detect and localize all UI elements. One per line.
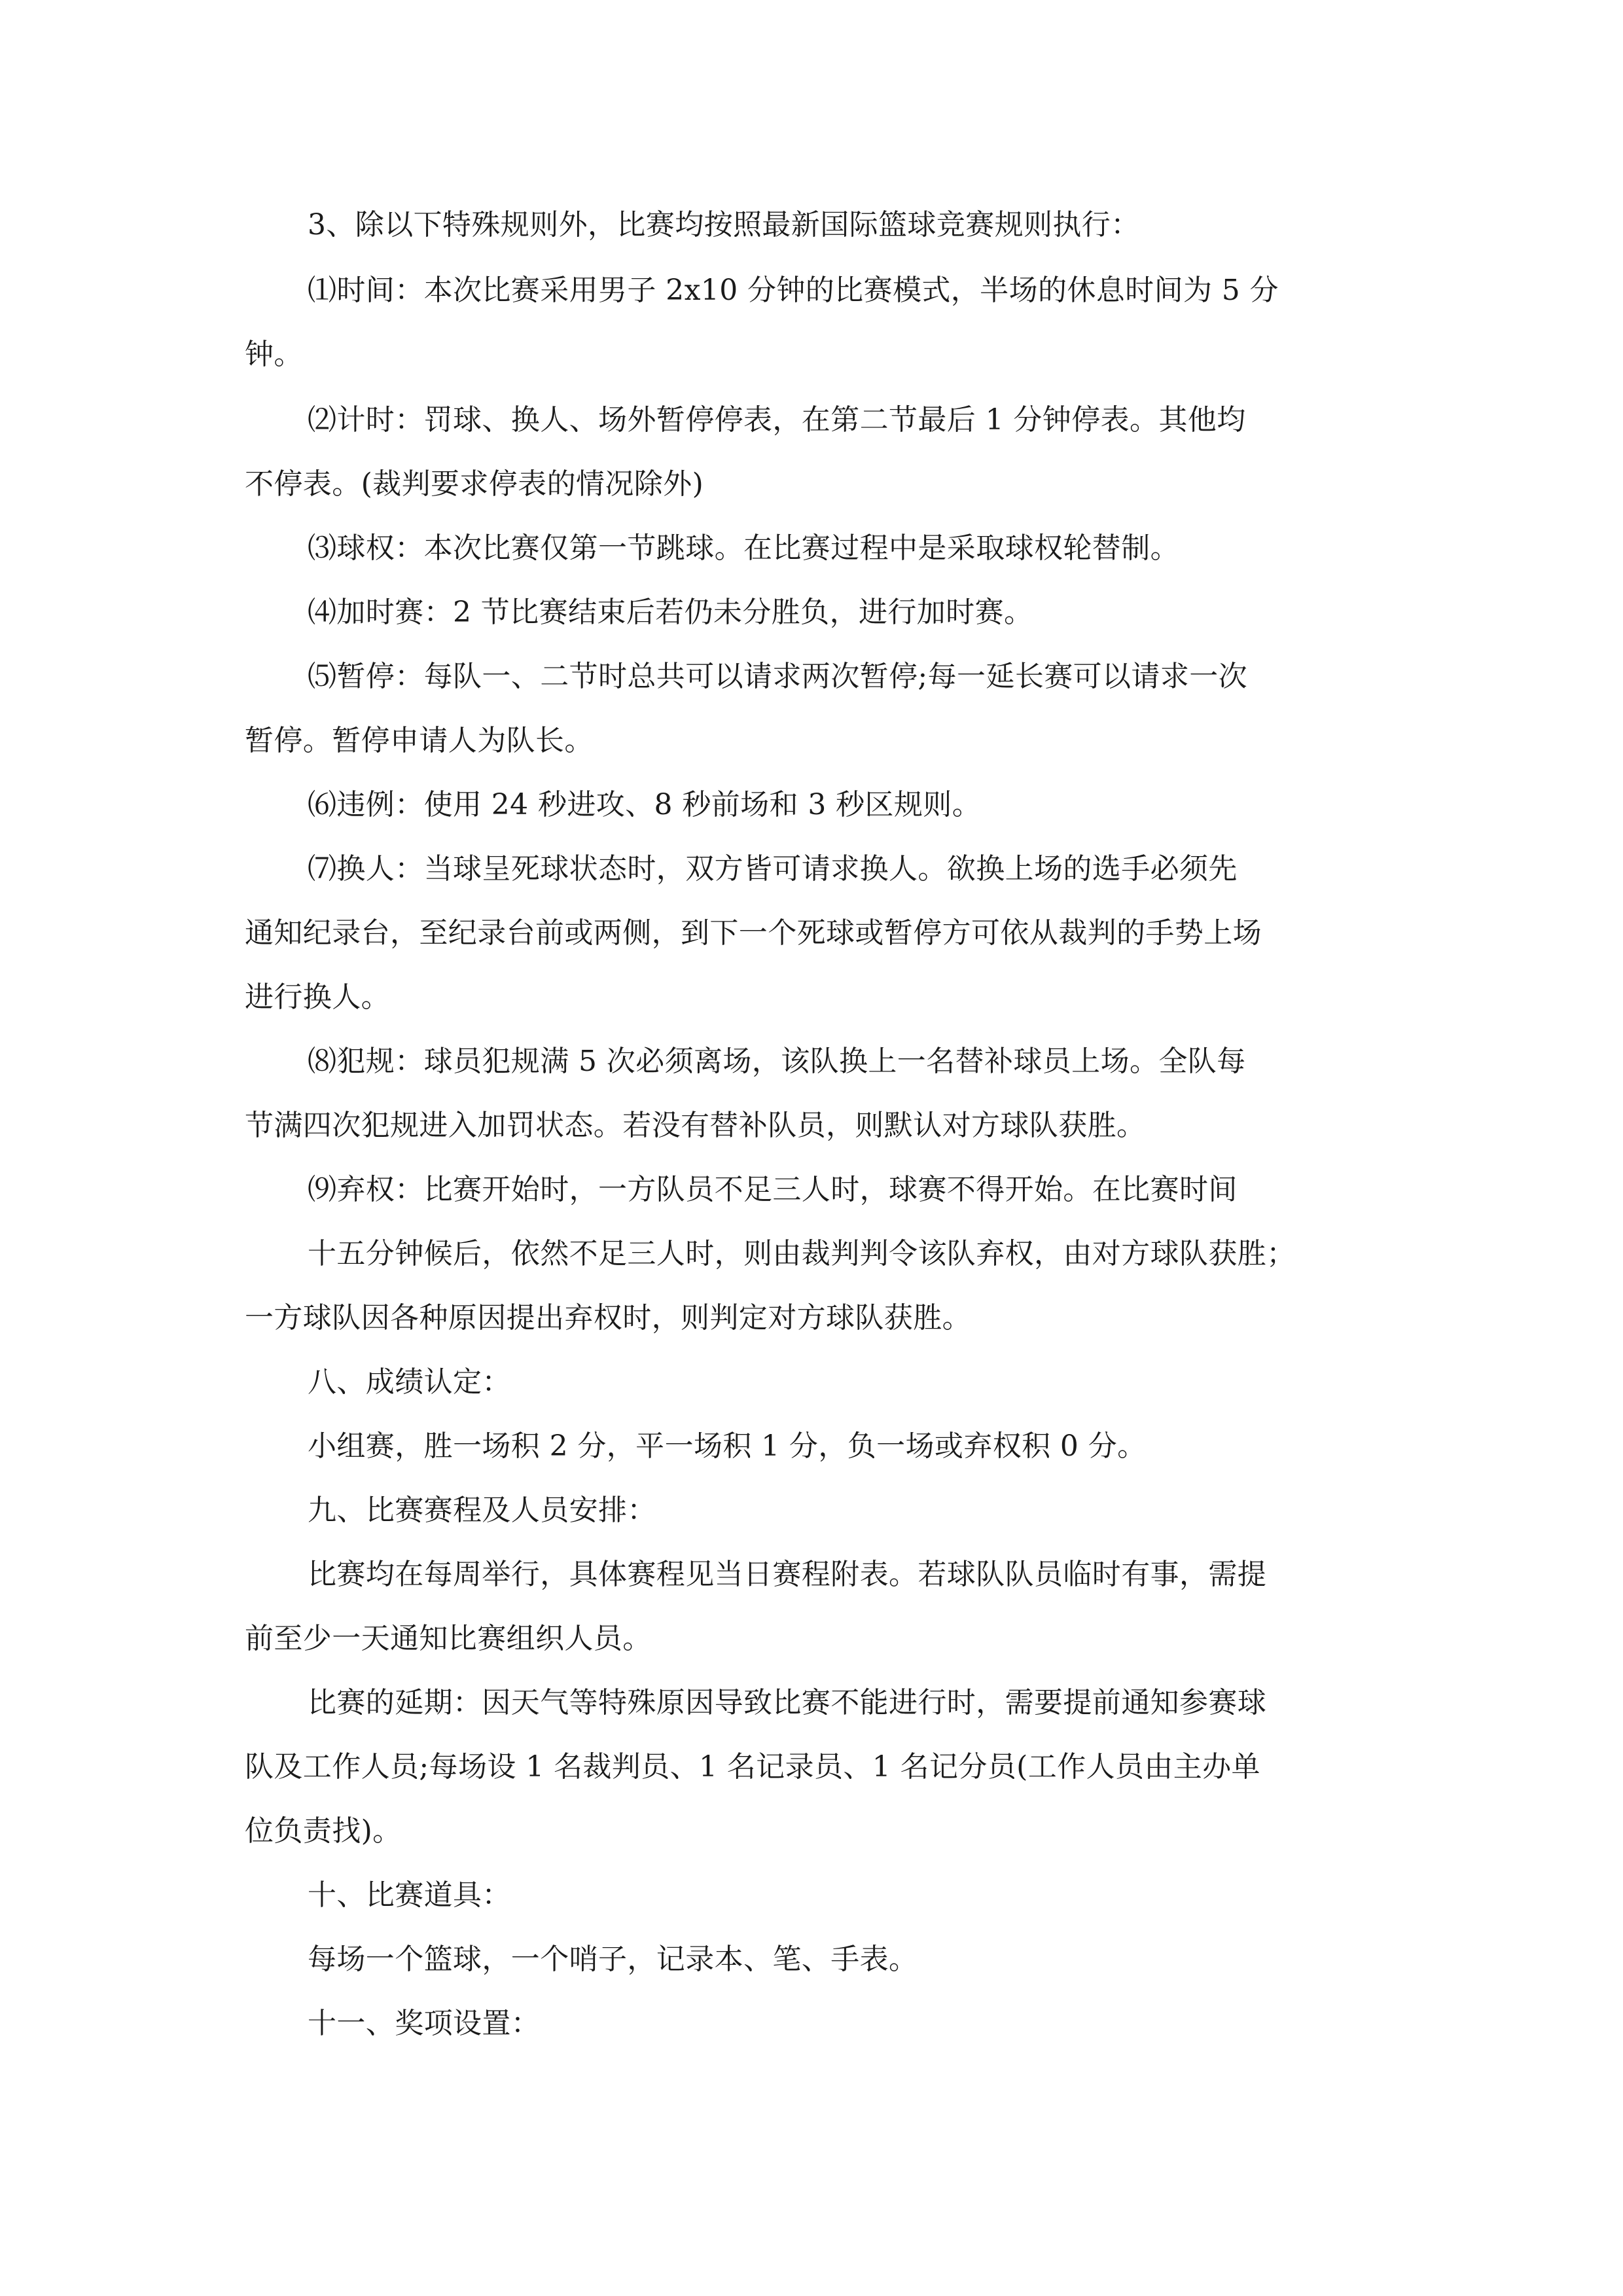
section-delay-line-1: 比赛的延期：因天气等特殊原因导致比赛不能进行时，需要提前通知参赛球 [308, 1686, 1267, 1719]
rule-possession: ⑶球权：本次比赛仅第一节跳球。在比赛过程中是采取球权轮替制。 [308, 531, 1179, 565]
section-schedule-line-2: 前至少一天通知比赛组织人员。 [245, 1622, 652, 1655]
rule-forfeit-line-2: 十五分钟候后，依然不足三人时，则由裁判判令该队弃权，由对方球队获胜； [308, 1237, 1296, 1270]
rule-substitution-line-1: ⑺换人：当球呈死球状态时，双方皆可请求换人。欲换上场的选手必须先 [308, 852, 1238, 886]
rule-time-line-1: ⑴时间：本次比赛采用男子 2x10 分钟的比赛模式，半场的休息时间为 5 分 [308, 274, 1279, 307]
section-delay-line-2: 队及工作人员;每场设 1 名裁判员、1 名记录员、1 名记分员(工作人员由主办单 [245, 1750, 1260, 1784]
rule-violation: ⑹违例：使用 24 秒进攻、8 秒前场和 3 秒区规则。 [308, 788, 982, 821]
section-awards-heading: 十一、奖项设置： [308, 2007, 541, 2040]
section-equipment-heading: 十、比赛道具： [308, 1878, 511, 1912]
rule-timing-line-2: 不停表。(裁判要求停表的情况除外) [245, 467, 704, 501]
rule-forfeit-line-1: ⑼弃权：比赛开始时，一方队员不足三人时，球赛不得开始。在比赛时间 [308, 1173, 1238, 1206]
rule-timeout-line-1: ⑸暂停：每队一、二节时总共可以请求两次暂停;每一延长赛可以请求一次 [308, 660, 1248, 693]
rule-timing-line-1: ⑵计时：罚球、换人、场外暂停停表，在第二节最后 1 分钟停表。其他均 [308, 403, 1246, 437]
rule-substitution-line-2: 通知纪录台，至纪录台前或两侧，到下一个死球或暂停方可依从裁判的手势上场 [245, 916, 1262, 950]
section-equipment-text: 每场一个篮球，一个哨子，记录本、笔、手表。 [308, 1943, 918, 1976]
section-scoring-text: 小组赛，胜一场积 2 分，平一场积 1 分，负一场或弃权积 0 分。 [308, 1429, 1147, 1463]
rule-timeout-line-2: 暂停。暂停申请人为队长。 [245, 724, 594, 757]
rule-substitution-line-3: 进行换人。 [245, 980, 390, 1014]
rule-foul-line-2: 节满四次犯规进入加罚状态。若没有替补队员，则默认对方球队获胜。 [245, 1109, 1146, 1142]
section-scoring-heading: 八、成绩认定： [308, 1365, 511, 1399]
rules-heading: 3、除以下特殊规则外，比赛均按照最新国际篮球竞赛规则执行： [308, 208, 1140, 242]
rule-overtime: ⑷加时赛：2 节比赛结束后若仍未分胜负，进行加时赛。 [308, 596, 1033, 629]
rule-time-line-2: 钟。 [245, 338, 303, 371]
section-delay-line-3: 位负责找)。 [245, 1814, 402, 1848]
section-schedule-heading: 九、比赛赛程及人员安排： [308, 1494, 656, 1527]
section-schedule-line-1: 比赛均在每周举行，具体赛程见当日赛程附表。若球队队员临时有事，需提 [308, 1558, 1267, 1591]
rule-foul-line-1: ⑻犯规：球员犯规满 5 次必须离场，该队换上一名替补球员上场。全队每 [308, 1045, 1246, 1078]
rule-forfeit-line-3: 一方球队因各种原因提出弃权时，则判定对方球队获胜。 [245, 1301, 971, 1335]
